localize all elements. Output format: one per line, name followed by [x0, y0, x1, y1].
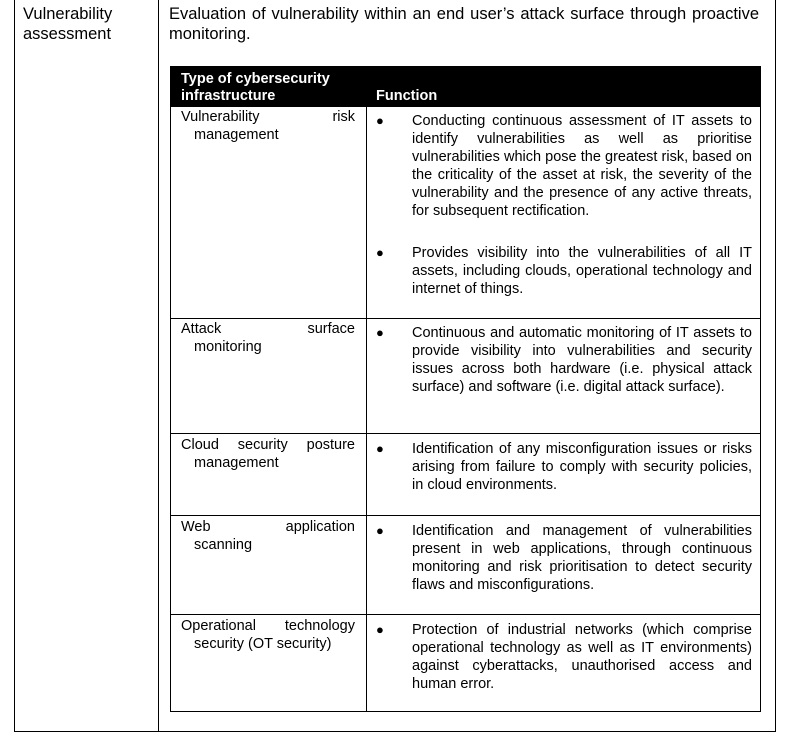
- type-line: Operational technology: [181, 618, 355, 634]
- type-line: Cloud security posture: [181, 437, 355, 453]
- function-item: Continuous and automatic monitoring of IT assets to provide visibility into vulnerabilities and security issues across both hardware (i.e. physical attack surface) and software (i.e. digital attack surface).: [412, 325, 752, 395]
- function-item: Provides visibility into the vulnerabilities of all IT assets, including clouds, operational technology and internet of things.: [412, 245, 752, 297]
- type-line: scanning: [194, 537, 253, 553]
- column-divider: [158, 0, 159, 731]
- bullet-icon: ●: [376, 245, 384, 260]
- type-line: monitoring: [194, 339, 262, 355]
- bullet-icon: ●: [376, 113, 384, 128]
- bullet-icon: ●: [376, 441, 384, 456]
- table-row-type: [181, 518, 355, 554]
- row-divider: [171, 515, 760, 516]
- row-divider: [171, 433, 760, 434]
- function-item: Protection of industrial networks (which comprise operational technology as well as IT environments) against cyberattacks, unauthorised access and human error.: [412, 622, 752, 692]
- row-description: Evaluation of vulnerability within an end user’s attack surface through proactive monitoring.: [169, 5, 759, 43]
- bullet-icon: ●: [376, 325, 384, 340]
- table-row-type: [181, 617, 355, 653]
- bullet-icon: ●: [376, 622, 384, 637]
- table-header: [171, 67, 760, 107]
- function-item: Identification and management of vulnerabilities present in web applications, through continuous monitoring and risk prioritisation to detect security flaws and misconfigurations.: [412, 523, 752, 593]
- function-item: Conducting continuous assessment of IT assets to identify vulnerabilities as well as prioritise vulnerabilities which pose the greatest risk, based on the criticality of the asset at risk, the severity of the vulnerability and the presence of any active threats, for subsequent rectification.: [412, 113, 752, 219]
- table-row-type: [181, 320, 355, 356]
- bullet-icon: ●: [376, 523, 384, 538]
- term-text: Vulnerability assessment: [23, 5, 113, 43]
- type-line: management: [194, 127, 279, 143]
- row-term: [23, 4, 138, 44]
- header-type: Type of cybersecurity infrastructure: [181, 71, 330, 104]
- table-column-divider: [366, 107, 367, 712]
- table-row-type: [181, 108, 355, 144]
- row-divider: [171, 318, 760, 319]
- table-row-type: [181, 436, 355, 472]
- header-function: Function: [376, 88, 438, 104]
- row-divider: [171, 614, 760, 615]
- type-line: management: [194, 455, 279, 471]
- type-line: Web application: [181, 519, 355, 535]
- function-item: Identification of any misconfiguration issues or risks arising from failure to comply with security policies, in cloud environments.: [412, 441, 752, 493]
- infrastructure-table: [170, 66, 761, 712]
- type-line: Attack surface: [181, 321, 355, 337]
- type-line: security (OT security): [194, 636, 332, 652]
- type-line: Vulnerability risk: [181, 109, 355, 125]
